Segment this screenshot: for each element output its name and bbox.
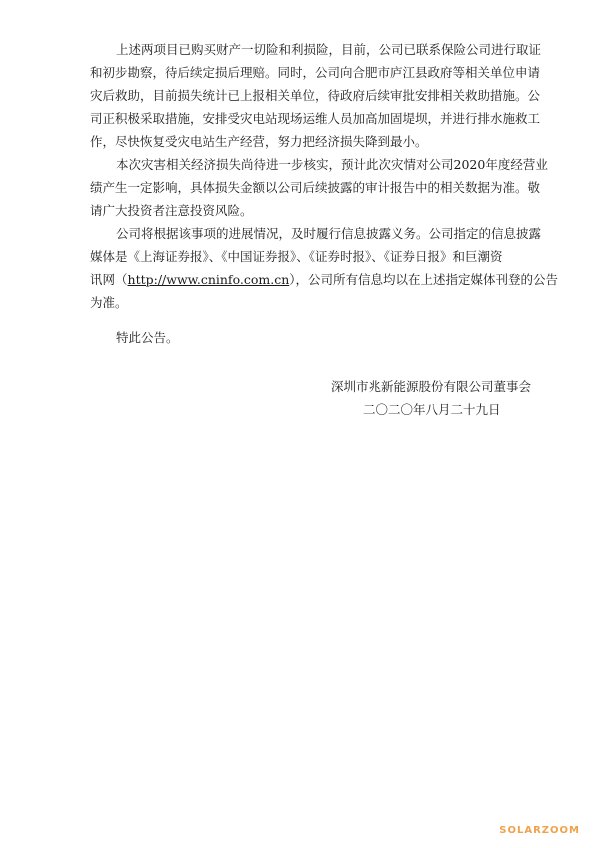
cninfo-link[interactable]: http://www.cninfo.com.cn (127, 272, 290, 287)
paragraph-closing (90, 326, 510, 349)
text-line: 公司将根据该事项的进展情况，及时履行信息披露义务。公司指定的信息披露 (116, 226, 542, 241)
paragraph-insurance (90, 38, 542, 153)
text-line (90, 268, 559, 291)
text-line: 绩产生一定影响，具体损失金额以公司后续披露的审计报告中的相关数据为准。敬 (90, 180, 541, 195)
text-line: 本次灾害相关经济损失尚待进一步核实，预计此次灾情对公司2020年度经营业 (116, 157, 548, 172)
text-line: 司正积极采取措施，安排受灾电站现场运维人员加高加固堤坝，并进行排水施救工 (90, 111, 541, 126)
paragraph-loss-impact (90, 153, 548, 222)
text-line: 灾后救助，目前损失统计已上报相关单位，待政府后续审批安排相关救助措施。公 (90, 88, 541, 103)
text-line: 媒体是《上海证券报》、《中国证券报》、《证券时报》、《证券日报》和巨潮资 (90, 249, 503, 264)
text-line: 作，尽快恢复受灾电站生产经营，努力把经济损失降到最小。 (90, 134, 428, 149)
text-line: 上述两项目已购买财产一切险和利损险，目前，公司已联系保险公司进行取证 (116, 42, 542, 57)
signature-company: 深圳市兆新能源股份有限公司董事会 (331, 379, 532, 394)
text-line: 为准。 (90, 295, 128, 310)
solarzoom-watermark: SOLARZOOM (499, 825, 580, 836)
paragraph-disclosure (90, 222, 559, 314)
signature-date: 二〇二〇年八月二十九日 (363, 402, 501, 417)
text-fragment: 讯网（ (90, 272, 128, 287)
text-line: 和初步勘察，待后续定损后理赔。同时，公司向合肥市庐江县政府等相关单位申请 (90, 65, 541, 80)
text-line: 请广大投资者注意投资风险。 (90, 203, 253, 218)
closing-text: 特此公告。 (116, 330, 179, 345)
text-fragment: ），公司所有信息均以在上述指定媒体刊登的公告 (289, 272, 559, 287)
